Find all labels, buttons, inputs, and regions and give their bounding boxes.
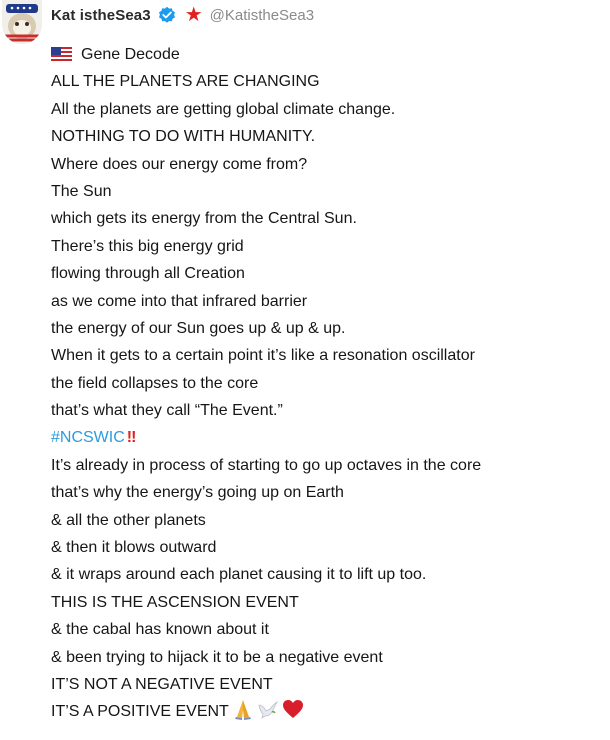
double-exclamation-icon: ‼ bbox=[126, 429, 135, 447]
post-line: THIS IS THE ASCENSION EVENT bbox=[51, 593, 299, 611]
post-line: When it gets to a certain point it’s like a resonation oscillator bbox=[51, 347, 475, 365]
emoji-group bbox=[232, 698, 304, 720]
display-name[interactable]: Kat istheSea3 bbox=[51, 6, 151, 24]
post-line: & it wraps around each planet causing it to lift up too. bbox=[51, 566, 427, 584]
us-flag-icon bbox=[51, 43, 72, 57]
post-line bbox=[51, 424, 606, 451]
post-line: IT’S NOT A NEGATIVE EVENT bbox=[51, 675, 273, 693]
post-line: ALL THE PLANETS ARE CHANGING bbox=[51, 73, 320, 91]
profile-avatar[interactable] bbox=[2, 0, 42, 44]
post-body bbox=[51, 41, 606, 726]
post-line: & been trying to hijack it to be a negative event bbox=[51, 648, 383, 666]
hashtag-link[interactable]: #NCSWIC bbox=[51, 429, 125, 447]
post-line: the field collapses to the core bbox=[51, 374, 259, 392]
post-line: & the cabal has known about it bbox=[51, 621, 269, 639]
user-handle[interactable]: @KatistheSea3 bbox=[209, 6, 315, 24]
post-line: that’s why the energy’s going up on Earth bbox=[51, 484, 344, 502]
post-line: flowing through all Creation bbox=[51, 265, 245, 283]
post-line: NOTHING TO DO WITH HUMANITY. bbox=[51, 128, 316, 146]
dove-icon bbox=[257, 698, 279, 720]
post-line: It’s already in process of starting to go up octaves in the core bbox=[51, 456, 482, 474]
post-line: & then it blows outward bbox=[51, 539, 217, 557]
post-line: which gets its energy from the Central Sun. bbox=[51, 210, 357, 228]
post-header bbox=[51, 2, 314, 28]
post-line: that’s what they call “The Event.” bbox=[51, 402, 283, 420]
post-line: There’s this big energy grid bbox=[51, 237, 244, 255]
post-line: The Sun bbox=[51, 182, 112, 200]
post-line: & all the other planets bbox=[51, 511, 206, 529]
post-line: the energy of our Sun goes up & up & up. bbox=[51, 319, 346, 337]
post-line: Where does our energy come from? bbox=[51, 155, 308, 173]
verified-badge-icon bbox=[158, 6, 176, 24]
post-line: as we come into that infrared barrier bbox=[51, 292, 308, 310]
red-heart-icon bbox=[282, 699, 304, 719]
praying-hands-icon bbox=[232, 698, 254, 720]
post-line: All the planets are getting global climate change. bbox=[51, 100, 396, 118]
post-line: Gene Decode bbox=[51, 41, 606, 68]
star-icon: ★ bbox=[184, 4, 203, 26]
post-line: IT’S A POSITIVE EVENT bbox=[51, 698, 606, 725]
